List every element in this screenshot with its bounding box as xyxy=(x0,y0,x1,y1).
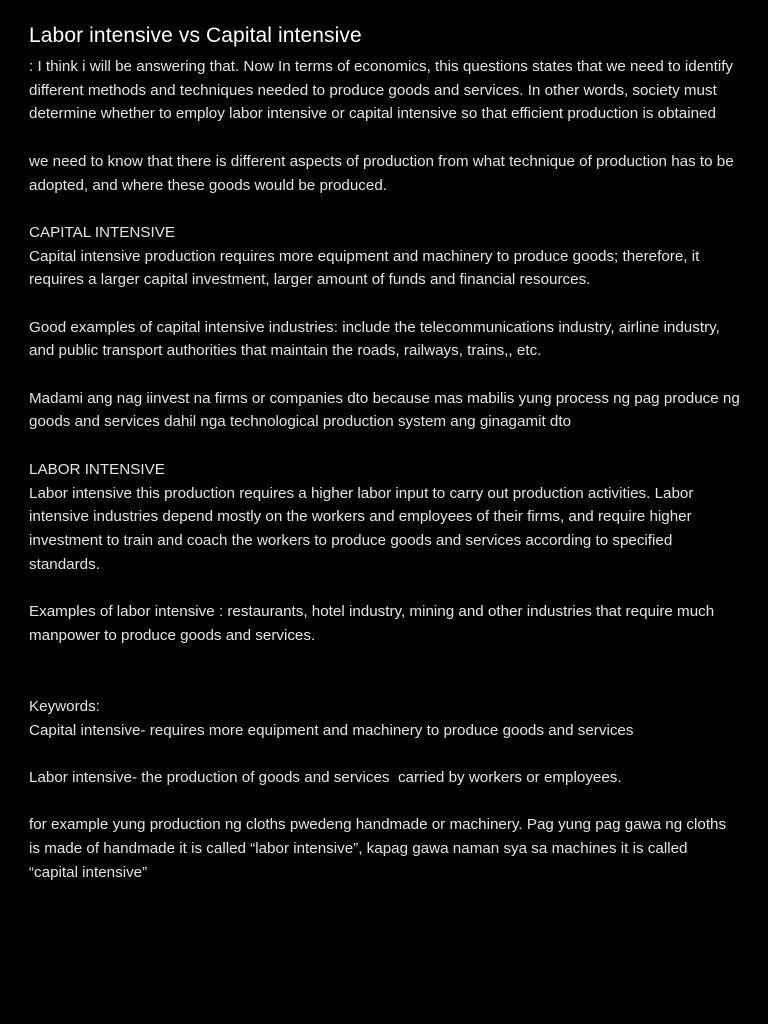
note-title: Labor intensive vs Capital intensive xyxy=(29,24,362,47)
blank-line xyxy=(29,576,740,600)
keyword-capital-intensive: Capital intensive- requires more equipment and machinery to produce goods and services xyxy=(29,721,634,739)
blank-line xyxy=(29,126,740,150)
section-heading-labor-intensive: LABOR INTENSIVE xyxy=(29,460,165,478)
note-paragraph-cloths-example: for example yung production ng cloths pwedeng handmade or machinery. Pag yung pag gawa ng cloths is made of handmade it is called “labor intensive”, kapag gawa naman sya sa machines it is called “capital intensive” xyxy=(29,816,731,881)
blank-line xyxy=(29,742,740,766)
section-heading-capital-intensive: CAPITAL INTENSIVE xyxy=(29,223,176,241)
note-body[interactable] xyxy=(29,55,745,884)
note-paragraph-capital-definition: Capital intensive production requires more equipment and machinery to produce goods; therefore, it requires a larger capital investment, larger amount of funds and financial resources. xyxy=(29,247,704,289)
blank-line xyxy=(29,434,740,458)
note-paragraph-intro: : I think i will be answering that. Now In terms of economics, this questions states that we need to identify different methods and techniques needed to produce goods and services. In other words, society must determine whether to employ labor intensive or capital intensive so that efficient production is obtained xyxy=(29,58,738,123)
note-paragraph-labor-definition: Labor intensive this production requires a higher labor input to carry out production activities. Labor intensive industries depend mostly on the workers and employees of their firms, and require higher investment to train and coach the workers to produce goods and services according to specified standards. xyxy=(29,484,698,573)
blank-line xyxy=(29,647,740,694)
note-paragraph-labor-examples: Examples of labor intensive : restaurants, hotel industry, mining and other industries that require much manpower to produce goods and services. xyxy=(29,603,719,644)
note-paragraph-capital-filipino: Madami ang nag iinvest na firms or companies dto because mas mabilis yung process ng pag produce ng goods and services dahil nga technological production system ang ginagamit dto xyxy=(29,389,745,431)
blank-line xyxy=(29,292,740,316)
blank-line xyxy=(29,790,740,814)
keyword-labor-intensive: Labor intensive- the production of goods and services carried by workers or employees. xyxy=(29,768,622,786)
note-paragraph-capital-examples: Good examples of capital intensive industries: include the telecommunications industry, airline industry, and public transport authorities that maintain the roads, railways, trains,, etc. xyxy=(29,318,725,360)
section-heading-keywords: Keywords: xyxy=(29,697,100,715)
blank-line xyxy=(29,363,740,387)
blank-line xyxy=(29,197,740,221)
note-paragraph-aspects: we need to know that there is different aspects of production from what technique of production has to be adopted, and where these goods would be produced. xyxy=(29,152,738,194)
